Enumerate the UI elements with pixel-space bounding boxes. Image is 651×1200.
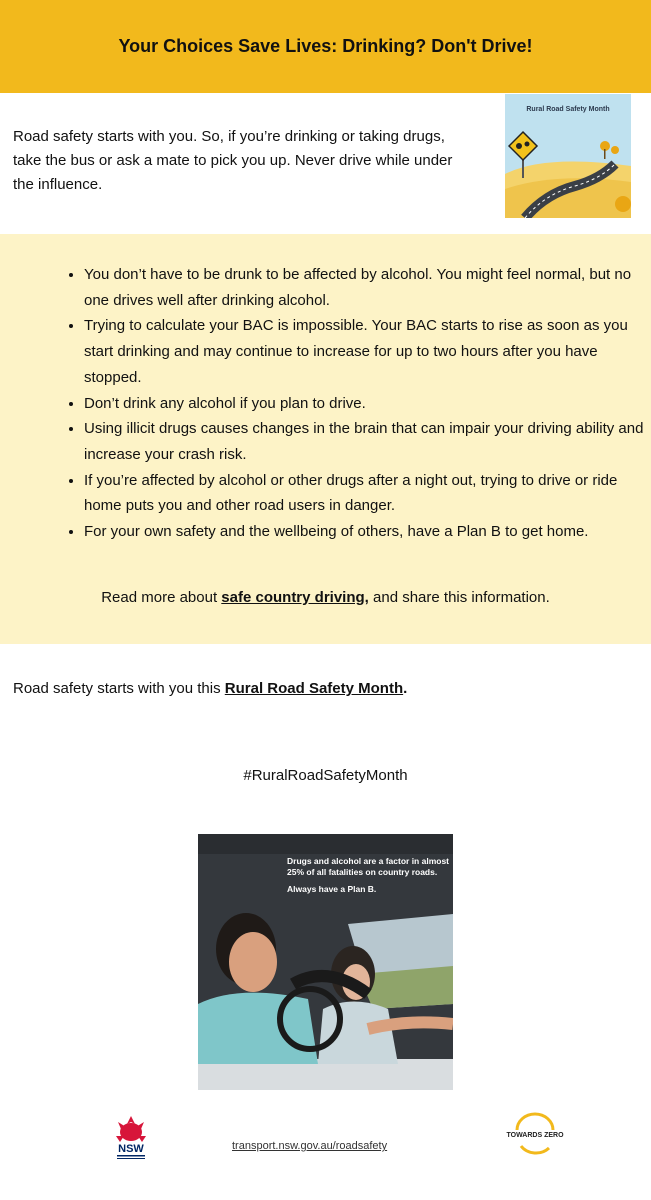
rrsm-prefix: Road safety starts with you this: [13, 680, 225, 697]
read-more-prefix: Read more about: [101, 589, 222, 606]
list-item: • For your own safety and the wellbeing of others, have a Plan B to get home.: [84, 519, 651, 545]
rural-road-safety-thumbnail: [505, 94, 631, 218]
photo-caption-text: Drugs and alcohol are a factor in almost 25% of all fatalities on country roads.: [287, 856, 450, 877]
list-item: • Using illicit drugs causes changes in the brain that can impair your driving ability and increase your crash risk.: [84, 416, 651, 467]
intro-text: Road safety starts with you. So, if you’re drinking or taking drugs, take the bus or ask a mate to pick you up. Never drive while under the influence.: [13, 128, 453, 193]
read-more-suffix: and share this information.: [368, 589, 550, 606]
read-more-line: [0, 589, 651, 606]
footer-url-link[interactable]: transport.nsw.gov.au/roadsafety: [232, 1140, 388, 1152]
rural-road-safety-month-link[interactable]: Rural Road Safety Month: [224, 680, 404, 697]
nsw-logo-text: NSW: [118, 1143, 144, 1155]
towards-zero-text: TOWARDS ZERO: [506, 1132, 564, 1139]
list-item: • Don’t drink any alcohol if you plan to drive.: [84, 391, 651, 417]
header-banner: [0, 0, 651, 93]
plan-b-text: Always have a Plan B.: [287, 884, 377, 894]
hashtag: #RuralRoadSafetyMonth: [243, 767, 408, 784]
thumbnail-title: Rural Road Safety Month: [526, 106, 610, 113]
campaign-photo: [198, 834, 453, 1090]
tips-list: [62, 262, 651, 545]
rrsm-suffix: .: [403, 680, 408, 697]
list-item: • If you’re affected by alcohol or other drugs after a night out, trying to drive or ride home puts you and other road users in danger.: [84, 468, 651, 519]
towards-zero-logo: [497, 1112, 573, 1162]
list-item: • Trying to calculate your BAC is impossible. Your BAC starts to rise as soon as you start drinking and may continue to increase for up to two hours after you have stopped.: [84, 313, 651, 390]
safe-country-driving-link[interactable]: safe country driving,: [221, 589, 369, 606]
list-item: • You don’t have to be drunk to be affected by alcohol. You might feel normal, but no one drives well after drinking alcohol.: [84, 262, 651, 313]
nsw-government-logo: [108, 1114, 154, 1162]
rural-road-safety-line: [13, 680, 407, 697]
photo-caption: [287, 856, 452, 895]
page-title: Your Choices Save Lives: Drinking? Don't Drive!: [118, 36, 533, 56]
waratah-icon: [108, 1114, 154, 1162]
